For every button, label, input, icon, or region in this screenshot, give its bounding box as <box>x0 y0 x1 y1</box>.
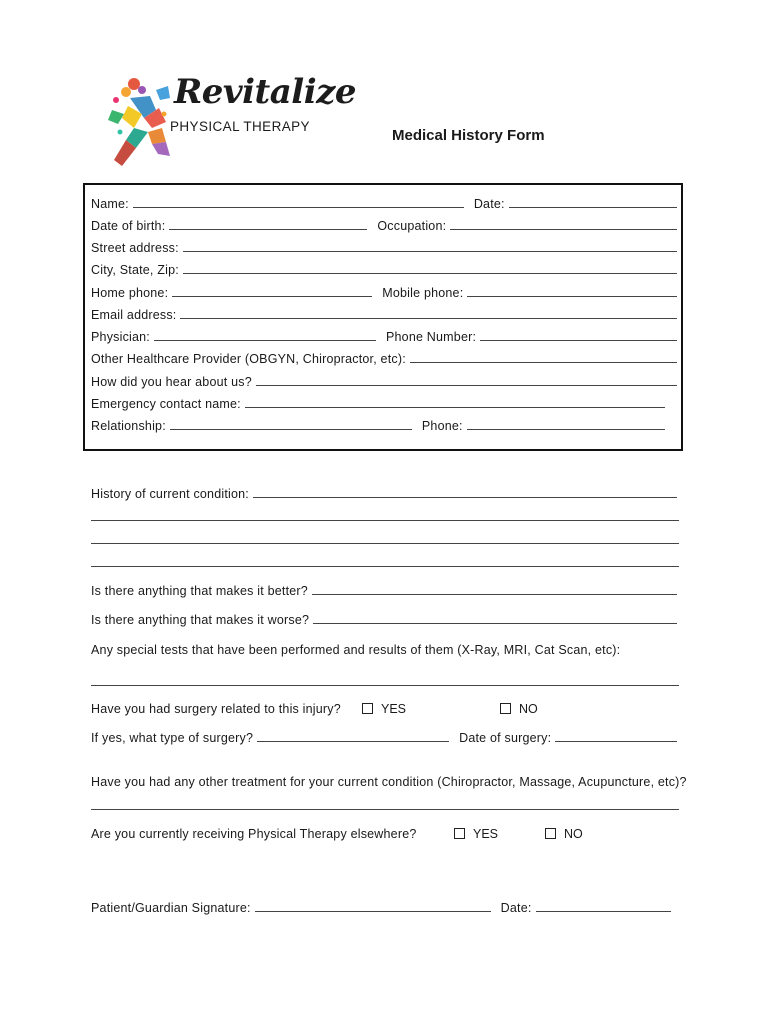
other-treatment-label: Have you had any other treatment for your current condition (Chiropractor, Massage, Acupuncture, etc)? <box>91 775 687 789</box>
row-name-date <box>91 197 681 211</box>
pt-no-option[interactable] <box>545 827 583 841</box>
row-other-provider <box>91 352 681 366</box>
date-field[interactable] <box>509 207 677 208</box>
worse-label: Is there anything that makes it worse? <box>91 613 310 627</box>
row-other-treatment <box>91 775 687 789</box>
physician-label: Physician: <box>91 330 150 344</box>
tests-label: Any special tests that have been performed and results of them (X-Ray, MRI, Cat Scan, etc): <box>91 643 621 657</box>
dob-field[interactable] <box>169 229 367 230</box>
date-label: Date: <box>473 197 505 211</box>
home-phone-label: Home phone: <box>91 286 169 300</box>
city-label: City, State, Zip: <box>91 263 179 277</box>
occupation-label: Occupation: <box>377 219 447 233</box>
emergency-label: Emergency contact name: <box>91 397 241 411</box>
row-tests <box>91 643 681 657</box>
tests-line[interactable] <box>91 685 679 686</box>
surgery-date-field[interactable] <box>555 741 677 742</box>
surgery-no-checkbox[interactable] <box>500 703 511 714</box>
pt-yes-option[interactable] <box>454 827 498 841</box>
emergency-phone-label: Phone: <box>421 419 463 433</box>
emergency-phone-field[interactable] <box>467 429 665 430</box>
relationship-label: Relationship: <box>91 419 166 433</box>
row-emergency <box>91 397 669 411</box>
page-title: Medical History Form <box>392 127 545 144</box>
street-field[interactable] <box>183 251 677 252</box>
surgery-yes-checkbox[interactable] <box>362 703 373 714</box>
dob-label: Date of birth: <box>91 219 166 233</box>
surgery-yes-label: YES <box>381 702 407 716</box>
surgery-date-label: Date of surgery: <box>459 731 552 745</box>
history-label: History of current condition: <box>91 487 249 501</box>
row-phones <box>91 286 681 300</box>
better-field[interactable] <box>312 594 677 595</box>
pt-yes-label: YES <box>473 827 499 841</box>
row-pt-elsewhere <box>91 827 681 841</box>
other-treatment-line[interactable] <box>91 809 679 810</box>
pt-no-label: NO <box>564 827 583 841</box>
row-worse <box>91 613 681 627</box>
emergency-field[interactable] <box>245 407 665 408</box>
history-line-4[interactable] <box>91 566 679 567</box>
row-relationship <box>91 419 669 433</box>
other-provider-label: Other Healthcare Provider (OBGYN, Chiropractor, etc): <box>91 352 406 366</box>
row-email <box>91 308 681 322</box>
street-label: Street address: <box>91 241 179 255</box>
signature-field[interactable] <box>255 911 491 912</box>
pt-no-checkbox[interactable] <box>545 828 556 839</box>
mobile-phone-label: Mobile phone: <box>382 286 464 300</box>
surgery-label: Have you had surgery related to this injury? <box>91 702 341 716</box>
signature-date-label: Date: <box>500 901 532 915</box>
row-physician <box>91 330 681 344</box>
row-history <box>91 487 681 501</box>
name-label: Name: <box>91 197 129 211</box>
row-better <box>91 584 681 598</box>
row-dob-occupation <box>91 219 681 233</box>
logo-wordmark: Revitalize <box>174 72 357 112</box>
row-street <box>91 241 681 255</box>
pt-elsewhere-label: Are you currently receiving Physical Therapy elsewhere? <box>91 827 417 841</box>
physician-field[interactable] <box>154 340 376 341</box>
signature-date-field[interactable] <box>536 911 671 912</box>
hear-about-field[interactable] <box>256 385 677 386</box>
history-line-2[interactable] <box>91 520 679 521</box>
email-field[interactable] <box>180 318 677 319</box>
history-line-3[interactable] <box>91 543 679 544</box>
mobile-phone-field[interactable] <box>467 296 677 297</box>
better-label: Is there anything that makes it better? <box>91 584 308 598</box>
surgery-type-field[interactable] <box>257 741 449 742</box>
history-field[interactable] <box>253 497 677 498</box>
relationship-field[interactable] <box>170 429 412 430</box>
pt-yes-checkbox[interactable] <box>454 828 465 839</box>
row-city <box>91 263 681 277</box>
surgery-yes-option[interactable] <box>362 702 406 716</box>
surgery-type-label: If yes, what type of surgery? <box>91 731 254 745</box>
city-field[interactable] <box>183 273 677 274</box>
physician-phone-label: Phone Number: <box>385 330 477 344</box>
surgery-no-label: NO <box>519 702 538 716</box>
other-provider-field[interactable] <box>410 362 677 363</box>
row-hear-about <box>91 375 681 389</box>
logo-subtitle: PHYSICAL THERAPY <box>170 119 310 134</box>
physician-phone-field[interactable] <box>480 340 677 341</box>
occupation-field[interactable] <box>450 229 677 230</box>
signature-label: Patient/Guardian Signature: <box>91 901 251 915</box>
row-surgery-type <box>91 731 681 745</box>
hear-about-label: How did you hear about us? <box>91 375 252 389</box>
row-signature <box>91 901 675 915</box>
email-label: Email address: <box>91 308 177 322</box>
name-field[interactable] <box>133 207 464 208</box>
surgery-no-option[interactable] <box>500 702 538 716</box>
home-phone-field[interactable] <box>172 296 372 297</box>
worse-field[interactable] <box>313 623 677 624</box>
